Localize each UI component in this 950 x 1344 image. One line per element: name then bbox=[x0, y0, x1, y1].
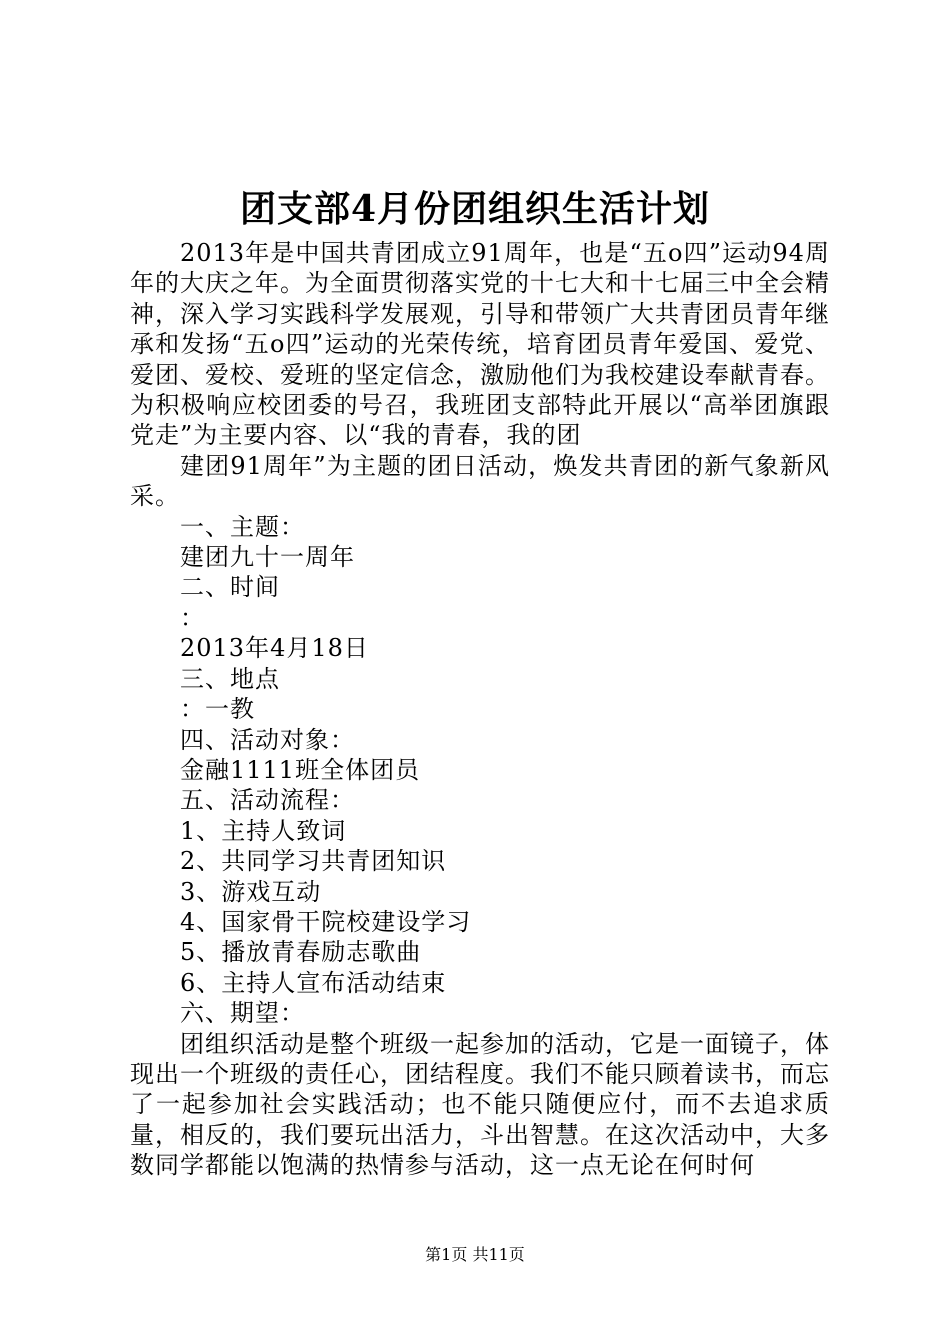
process-step: 6、主持人宣布活动结束 bbox=[180, 968, 447, 997]
expectation-paragraph: 团组织活动是整个班级一起参加的活动，它是一面镜子，体现出一个班级的责任心，团结程度。我们不能只顾着读书，而忘了一起参加社会实践活动；也不能只随便应付，而不去追求质量，相反的，我们要玩出活力，斗出智慧。在这次活动中，大多数同学都能以饱满的热情参与活动，这一点无论在何时何 bbox=[130, 1029, 830, 1180]
document-body bbox=[130, 238, 830, 1181]
audience-value: 金融1111班全体团员 bbox=[180, 755, 421, 784]
theme-value: 建团九十一周年 bbox=[180, 543, 355, 572]
time-value: 2013年4月18日 bbox=[180, 634, 369, 663]
process-step: 5、播放青春励志歌曲 bbox=[180, 938, 422, 967]
section-heading-expectation: 六、期望： bbox=[180, 999, 305, 1028]
location-value: ：一教 bbox=[180, 695, 255, 724]
section-heading-process: 五、活动流程： bbox=[180, 786, 355, 815]
intro-paragraph: 2013年是中国共青团成立91周年，也是“五o四”运动94周年的大庆之年。为全面贯彻落实党的十七大和十七届三中全会精神，深入学习实践科学发展观，引导和带领广大共青团员青年继承和发扬“五o四”运动的光荣传统，培育团员青年爱国、爱党、爱团、爱校、爱班的坚定信念，激励他们为我校建设奉献青春。为积极响应校团委的号召，我班团支部特此开展以“高举团旗跟党走”为主要内容、以“我的青春，我的团 bbox=[130, 239, 830, 450]
document-title: 团支部4月份团组织生活计划 bbox=[239, 188, 711, 230]
section-heading-theme: 一、主题： bbox=[180, 512, 305, 541]
section-heading-audience: 四、活动对象： bbox=[180, 725, 355, 754]
intro-paragraph-continued: 建团91周年”为主题的团日活动，焕发共青团的新气象新风采。 bbox=[130, 451, 830, 511]
process-step: 4、国家骨干院校建设学习 bbox=[180, 907, 472, 936]
page-footer: 第1页 共11页 bbox=[425, 1245, 525, 1264]
process-step: 3、游戏互动 bbox=[180, 877, 322, 906]
time-colon: ： bbox=[180, 603, 205, 632]
process-step: 1、主持人致词 bbox=[180, 816, 347, 845]
section-heading-location: 三、地点 bbox=[180, 664, 280, 693]
section-heading-time: 二、时间 bbox=[180, 573, 280, 602]
process-step: 2、共同学习共青团知识 bbox=[180, 847, 447, 876]
